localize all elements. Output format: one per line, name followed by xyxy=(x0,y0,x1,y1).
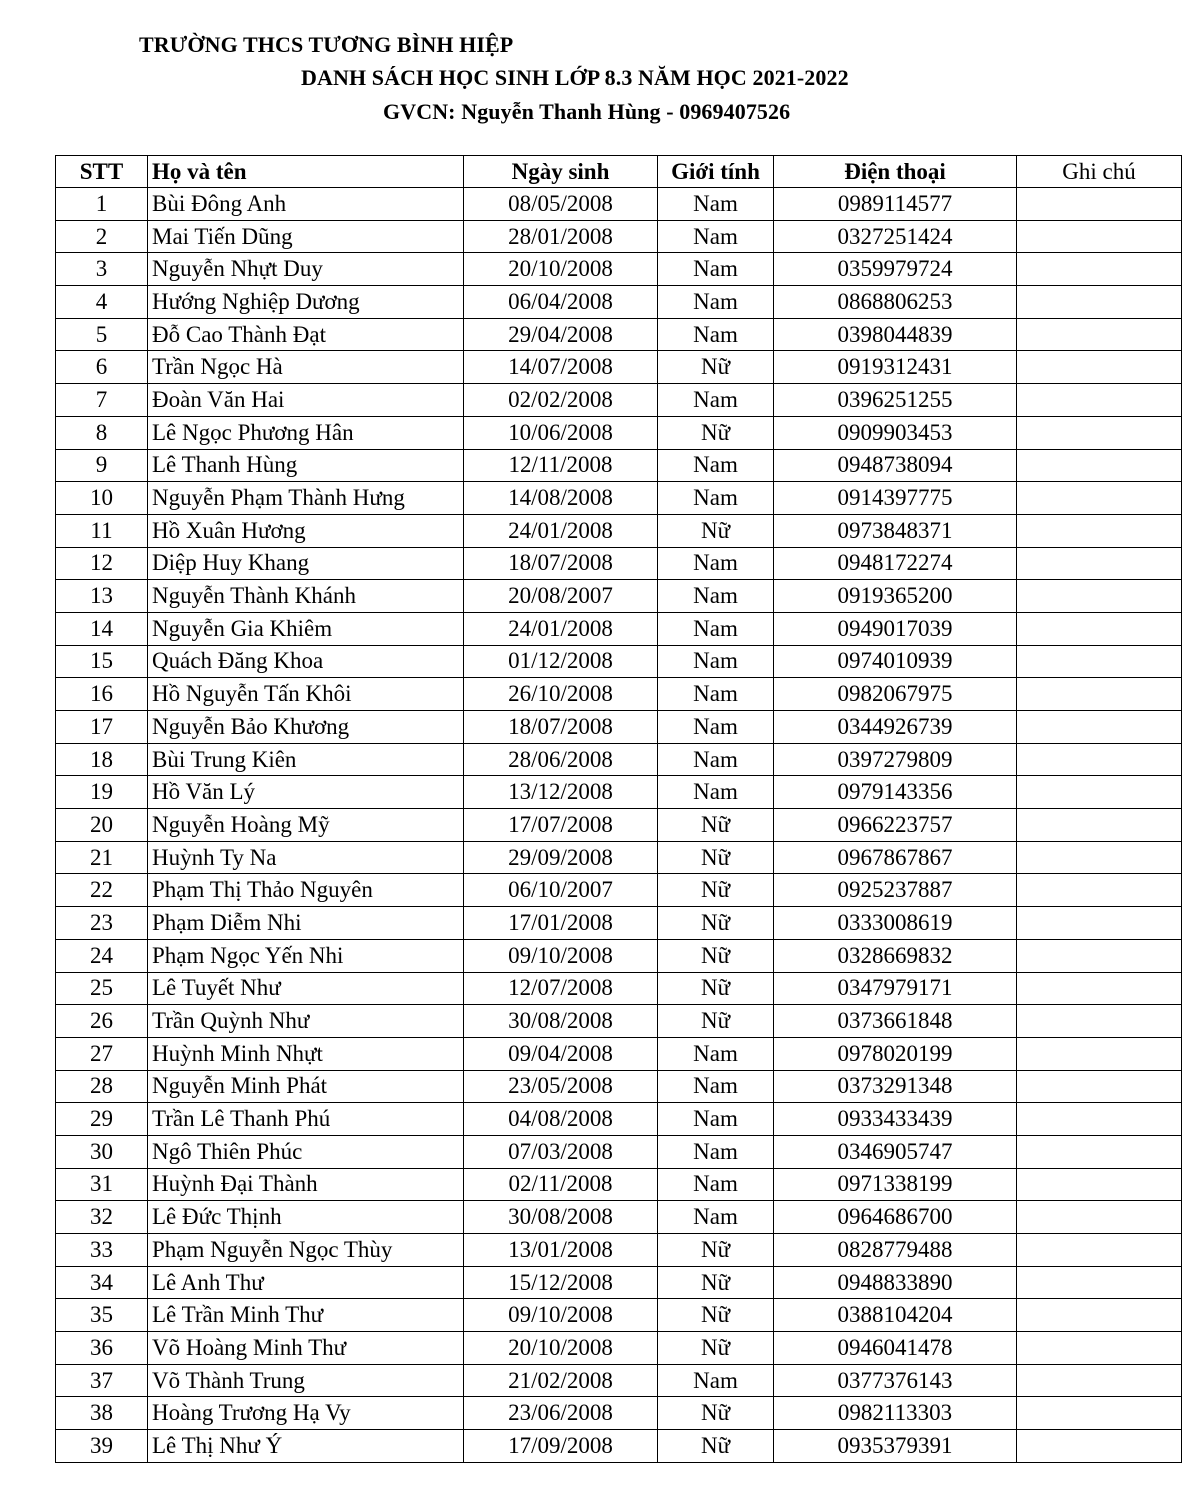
phone-number-cell: 0373291348 xyxy=(774,1070,1017,1103)
row-number-cell: 10 xyxy=(56,482,148,515)
table-row xyxy=(56,874,1182,907)
phone-number-cell: 0925237887 xyxy=(774,874,1017,907)
date-of-birth-cell: 29/04/2008 xyxy=(464,318,658,351)
note-cell xyxy=(1017,1135,1182,1168)
gender-cell: Nữ xyxy=(658,1299,774,1332)
row-number-cell: 5 xyxy=(56,318,148,351)
note-cell xyxy=(1017,907,1182,940)
student-name-cell: Đỗ Cao Thành Đạt xyxy=(148,318,464,351)
note-cell xyxy=(1017,612,1182,645)
table-row xyxy=(56,449,1182,482)
row-number-cell: 38 xyxy=(56,1397,148,1430)
gender-cell: Nam xyxy=(658,253,774,286)
gender-cell: Nam xyxy=(658,1168,774,1201)
phone-number-cell: 0973848371 xyxy=(774,514,1017,547)
student-name-cell: Lê Trần Minh Thư xyxy=(148,1299,464,1332)
row-number-cell: 28 xyxy=(56,1070,148,1103)
student-name-cell: Bùi Đông Anh xyxy=(148,188,464,221)
table-row xyxy=(56,645,1182,678)
date-of-birth-cell: 24/01/2008 xyxy=(464,612,658,645)
phone-number-cell: 0388104204 xyxy=(774,1299,1017,1332)
school-name: TRƯỜNG THCS TƯƠNG BÌNH HIỆP xyxy=(139,32,514,57)
gender-cell: Nam xyxy=(658,1201,774,1234)
table-row xyxy=(56,514,1182,547)
phone-number-cell: 0909903453 xyxy=(774,416,1017,449)
date-of-birth-cell: 28/06/2008 xyxy=(464,743,658,776)
student-name-cell: Nguyễn Minh Phát xyxy=(148,1070,464,1103)
phone-number-cell: 0948172274 xyxy=(774,547,1017,580)
student-name-cell: Nguyễn Phạm Thành Hưng xyxy=(148,482,464,515)
phone-number-cell: 0982113303 xyxy=(774,1397,1017,1430)
row-number-cell: 11 xyxy=(56,514,148,547)
table-row xyxy=(56,547,1182,580)
row-number-cell: 13 xyxy=(56,580,148,613)
row-number-cell: 17 xyxy=(56,711,148,744)
table-row xyxy=(56,841,1182,874)
row-number-cell: 2 xyxy=(56,220,148,253)
table-row xyxy=(56,1168,1182,1201)
row-number-cell: 21 xyxy=(56,841,148,874)
phone-number-cell: 0919312431 xyxy=(774,351,1017,384)
table-row xyxy=(56,612,1182,645)
gender-cell: Nam xyxy=(658,449,774,482)
gender-cell: Nam xyxy=(658,711,774,744)
phone-number-cell: 0982067975 xyxy=(774,678,1017,711)
table-row xyxy=(56,1397,1182,1430)
table-row xyxy=(56,743,1182,776)
date-of-birth-cell: 13/12/2008 xyxy=(464,776,658,809)
date-of-birth-cell: 24/01/2008 xyxy=(464,514,658,547)
table-row xyxy=(56,1103,1182,1136)
student-name-cell: Lê Đức Thịnh xyxy=(148,1201,464,1234)
student-name-cell: Huỳnh Minh Nhựt xyxy=(148,1037,464,1070)
table-row xyxy=(56,907,1182,940)
note-cell xyxy=(1017,286,1182,319)
table-row xyxy=(56,1005,1182,1038)
gender-cell: Nữ xyxy=(658,1332,774,1365)
date-of-birth-cell: 10/06/2008 xyxy=(464,416,658,449)
note-cell xyxy=(1017,711,1182,744)
note-cell xyxy=(1017,1070,1182,1103)
row-number-cell: 31 xyxy=(56,1168,148,1201)
gender-cell: Nữ xyxy=(658,351,774,384)
student-name-cell: Diệp Huy Khang xyxy=(148,547,464,580)
gender-cell: Nữ xyxy=(658,1430,774,1463)
row-number-cell: 36 xyxy=(56,1332,148,1365)
gender-cell: Nam xyxy=(658,743,774,776)
gender-cell: Nữ xyxy=(658,972,774,1005)
date-of-birth-cell: 13/01/2008 xyxy=(464,1234,658,1267)
note-cell xyxy=(1017,1266,1182,1299)
student-name-cell: Ngô Thiên Phúc xyxy=(148,1135,464,1168)
date-of-birth-cell: 26/10/2008 xyxy=(464,678,658,711)
date-of-birth-cell: 18/07/2008 xyxy=(464,547,658,580)
table-row xyxy=(56,580,1182,613)
student-name-cell: Phạm Diễm Nhi xyxy=(148,907,464,940)
phone-number-cell: 0346905747 xyxy=(774,1135,1017,1168)
table-row xyxy=(56,318,1182,351)
gender-cell: Nam xyxy=(658,580,774,613)
table-row xyxy=(56,678,1182,711)
table-row xyxy=(56,1299,1182,1332)
homeroom-teacher: GVCN: Nguyễn Thanh Hùng - 0969407526 xyxy=(383,99,791,124)
student-name-cell: Phạm Thị Thảo Nguyên xyxy=(148,874,464,907)
gender-cell: Nữ xyxy=(658,1005,774,1038)
note-cell xyxy=(1017,776,1182,809)
gender-cell: Nữ xyxy=(658,939,774,972)
row-number-cell: 27 xyxy=(56,1037,148,1070)
table-row xyxy=(56,1266,1182,1299)
note-cell xyxy=(1017,318,1182,351)
date-of-birth-cell: 23/05/2008 xyxy=(464,1070,658,1103)
table-row xyxy=(56,384,1182,417)
student-rows xyxy=(56,188,1182,1463)
student-name-cell: Nguyễn Thành Khánh xyxy=(148,580,464,613)
date-of-birth-cell: 07/03/2008 xyxy=(464,1135,658,1168)
table-row xyxy=(56,776,1182,809)
column-header-name: Họ và tên xyxy=(148,156,464,188)
gender-cell: Nam xyxy=(658,220,774,253)
student-name-cell: Huỳnh Đại Thành xyxy=(148,1168,464,1201)
date-of-birth-cell: 15/12/2008 xyxy=(464,1266,658,1299)
gender-cell: Nữ xyxy=(658,1266,774,1299)
table-row xyxy=(56,939,1182,972)
note-cell xyxy=(1017,972,1182,1005)
note-cell xyxy=(1017,514,1182,547)
note-cell xyxy=(1017,220,1182,253)
gender-cell: Nữ xyxy=(658,1234,774,1267)
row-number-cell: 32 xyxy=(56,1201,148,1234)
row-number-cell: 4 xyxy=(56,286,148,319)
table-row xyxy=(56,220,1182,253)
row-number-cell: 1 xyxy=(56,188,148,221)
phone-number-cell: 0933433439 xyxy=(774,1103,1017,1136)
gender-cell: Nữ xyxy=(658,1397,774,1430)
table-row xyxy=(56,253,1182,286)
phone-number-cell: 0359979724 xyxy=(774,253,1017,286)
gender-cell: Nam xyxy=(658,286,774,319)
gender-cell: Nam xyxy=(658,547,774,580)
gender-cell: Nam xyxy=(658,1037,774,1070)
gender-cell: Nữ xyxy=(658,514,774,547)
date-of-birth-cell: 09/10/2008 xyxy=(464,1299,658,1332)
row-number-cell: 24 xyxy=(56,939,148,972)
date-of-birth-cell: 06/10/2007 xyxy=(464,874,658,907)
student-name-cell: Phạm Ngọc Yến Nhi xyxy=(148,939,464,972)
gender-cell: Nam xyxy=(658,1364,774,1397)
date-of-birth-cell: 02/02/2008 xyxy=(464,384,658,417)
student-name-cell: Quách Đăng Khoa xyxy=(148,645,464,678)
note-cell xyxy=(1017,1168,1182,1201)
phone-number-cell: 0948833890 xyxy=(774,1266,1017,1299)
gender-cell: Nam xyxy=(658,678,774,711)
note-cell xyxy=(1017,580,1182,613)
note-cell xyxy=(1017,1103,1182,1136)
row-number-cell: 9 xyxy=(56,449,148,482)
student-name-cell: Hướng Nghiệp Dương xyxy=(148,286,464,319)
gender-cell: Nam xyxy=(658,482,774,515)
student-name-cell: Hoàng Trương Hạ Vy xyxy=(148,1397,464,1430)
phone-number-cell: 0333008619 xyxy=(774,907,1017,940)
student-name-cell: Võ Hoàng Minh Thư xyxy=(148,1332,464,1365)
gender-cell: Nam xyxy=(658,1103,774,1136)
gender-cell: Nam xyxy=(658,645,774,678)
student-name-cell: Hồ Nguyễn Tấn Khôi xyxy=(148,678,464,711)
note-cell xyxy=(1017,1201,1182,1234)
student-name-cell: Nguyễn Nhựt Duy xyxy=(148,253,464,286)
phone-number-cell: 0327251424 xyxy=(774,220,1017,253)
note-cell xyxy=(1017,416,1182,449)
date-of-birth-cell: 06/04/2008 xyxy=(464,286,658,319)
note-cell xyxy=(1017,1005,1182,1038)
date-of-birth-cell: 17/07/2008 xyxy=(464,809,658,842)
phone-number-cell: 0935379391 xyxy=(774,1430,1017,1463)
table-row xyxy=(56,809,1182,842)
row-number-cell: 23 xyxy=(56,907,148,940)
student-name-cell: Mai Tiến Dũng xyxy=(148,220,464,253)
row-number-cell: 20 xyxy=(56,809,148,842)
date-of-birth-cell: 02/11/2008 xyxy=(464,1168,658,1201)
phone-number-cell: 0397279809 xyxy=(774,743,1017,776)
note-cell xyxy=(1017,841,1182,874)
note-cell xyxy=(1017,645,1182,678)
note-cell xyxy=(1017,482,1182,515)
table-row xyxy=(56,482,1182,515)
student-name-cell: Võ Thành Trung xyxy=(148,1364,464,1397)
date-of-birth-cell: 28/01/2008 xyxy=(464,220,658,253)
note-cell xyxy=(1017,253,1182,286)
list-title: DANH SÁCH HỌC SINH LỚP 8.3 NĂM HỌC 2021-2022 xyxy=(301,65,849,90)
gender-cell: Nam xyxy=(658,188,774,221)
gender-cell: Nữ xyxy=(658,907,774,940)
student-name-cell: Huỳnh Ty Na xyxy=(148,841,464,874)
phone-number-cell: 0868806253 xyxy=(774,286,1017,319)
table-row xyxy=(56,188,1182,221)
student-name-cell: Nguyễn Gia Khiêm xyxy=(148,612,464,645)
phone-number-cell: 0978020199 xyxy=(774,1037,1017,1070)
phone-number-cell: 0966223757 xyxy=(774,809,1017,842)
date-of-birth-cell: 17/09/2008 xyxy=(464,1430,658,1463)
table-row xyxy=(56,1201,1182,1234)
phone-number-cell: 0347979171 xyxy=(774,972,1017,1005)
row-number-cell: 25 xyxy=(56,972,148,1005)
date-of-birth-cell: 30/08/2008 xyxy=(464,1201,658,1234)
date-of-birth-cell: 09/04/2008 xyxy=(464,1037,658,1070)
student-name-cell: Bùi Trung Kiên xyxy=(148,743,464,776)
phone-number-cell: 0964686700 xyxy=(774,1201,1017,1234)
table-row xyxy=(56,1234,1182,1267)
date-of-birth-cell: 23/06/2008 xyxy=(464,1397,658,1430)
row-number-cell: 26 xyxy=(56,1005,148,1038)
note-cell xyxy=(1017,384,1182,417)
student-name-cell: Lê Thanh Hùng xyxy=(148,449,464,482)
phone-number-cell: 0919365200 xyxy=(774,580,1017,613)
phone-number-cell: 0949017039 xyxy=(774,612,1017,645)
row-number-cell: 29 xyxy=(56,1103,148,1136)
column-header-gender: Giới tính xyxy=(658,156,774,188)
table-row xyxy=(56,1070,1182,1103)
student-name-cell: Lê Thị Như Ý xyxy=(148,1430,464,1463)
phone-number-cell: 0828779488 xyxy=(774,1234,1017,1267)
phone-number-cell: 0373661848 xyxy=(774,1005,1017,1038)
date-of-birth-cell: 20/08/2007 xyxy=(464,580,658,613)
student-name-cell: Trần Ngọc Hà xyxy=(148,351,464,384)
phone-number-cell: 0967867867 xyxy=(774,841,1017,874)
date-of-birth-cell: 30/08/2008 xyxy=(464,1005,658,1038)
note-cell xyxy=(1017,351,1182,384)
note-cell xyxy=(1017,1364,1182,1397)
row-number-cell: 35 xyxy=(56,1299,148,1332)
phone-number-cell: 0971338199 xyxy=(774,1168,1017,1201)
note-cell xyxy=(1017,809,1182,842)
column-header-stt: STT xyxy=(56,156,148,188)
table-row xyxy=(56,351,1182,384)
table-row xyxy=(56,1364,1182,1397)
note-cell xyxy=(1017,1037,1182,1070)
row-number-cell: 33 xyxy=(56,1234,148,1267)
column-header-dob: Ngày sinh xyxy=(464,156,658,188)
phone-number-cell: 0914397775 xyxy=(774,482,1017,515)
row-number-cell: 18 xyxy=(56,743,148,776)
table-row xyxy=(56,972,1182,1005)
column-header-phone: Điện thoại xyxy=(774,156,1017,188)
row-number-cell: 22 xyxy=(56,874,148,907)
date-of-birth-cell: 01/12/2008 xyxy=(464,645,658,678)
row-number-cell: 19 xyxy=(56,776,148,809)
gender-cell: Nam xyxy=(658,1135,774,1168)
student-name-cell: Lê Tuyết Như xyxy=(148,972,464,1005)
gender-cell: Nam xyxy=(658,384,774,417)
gender-cell: Nam xyxy=(658,318,774,351)
phone-number-cell: 0989114577 xyxy=(774,188,1017,221)
student-name-cell: Lê Ngọc Phương Hân xyxy=(148,416,464,449)
note-cell xyxy=(1017,449,1182,482)
note-cell xyxy=(1017,678,1182,711)
gender-cell: Nữ xyxy=(658,841,774,874)
gender-cell: Nam xyxy=(658,612,774,645)
row-number-cell: 15 xyxy=(56,645,148,678)
student-table xyxy=(55,155,1182,1463)
row-number-cell: 16 xyxy=(56,678,148,711)
date-of-birth-cell: 09/10/2008 xyxy=(464,939,658,972)
gender-cell: Nữ xyxy=(658,809,774,842)
student-name-cell: Trần Quỳnh Như xyxy=(148,1005,464,1038)
phone-number-cell: 0946041478 xyxy=(774,1332,1017,1365)
gender-cell: Nữ xyxy=(658,874,774,907)
date-of-birth-cell: 08/05/2008 xyxy=(464,188,658,221)
column-header-note: Ghi chú xyxy=(1017,156,1182,188)
date-of-birth-cell: 14/08/2008 xyxy=(464,482,658,515)
date-of-birth-cell: 12/07/2008 xyxy=(464,972,658,1005)
student-name-cell: Nguyễn Bảo Khương xyxy=(148,711,464,744)
student-name-cell: Hồ Xuân Hương xyxy=(148,514,464,547)
date-of-birth-cell: 18/07/2008 xyxy=(464,711,658,744)
date-of-birth-cell: 20/10/2008 xyxy=(464,253,658,286)
phone-number-cell: 0344926739 xyxy=(774,711,1017,744)
row-number-cell: 39 xyxy=(56,1430,148,1463)
student-name-cell: Trần Lê Thanh Phú xyxy=(148,1103,464,1136)
date-of-birth-cell: 04/08/2008 xyxy=(464,1103,658,1136)
student-name-cell: Hồ Văn Lý xyxy=(148,776,464,809)
student-name-cell: Đoàn Văn Hai xyxy=(148,384,464,417)
row-number-cell: 30 xyxy=(56,1135,148,1168)
gender-cell: Nam xyxy=(658,1070,774,1103)
date-of-birth-cell: 12/11/2008 xyxy=(464,449,658,482)
note-cell xyxy=(1017,1234,1182,1267)
table-row xyxy=(56,1430,1182,1463)
note-cell xyxy=(1017,188,1182,221)
date-of-birth-cell: 29/09/2008 xyxy=(464,841,658,874)
date-of-birth-cell: 21/02/2008 xyxy=(464,1364,658,1397)
date-of-birth-cell: 14/07/2008 xyxy=(464,351,658,384)
student-name-cell: Nguyễn Hoàng Mỹ xyxy=(148,809,464,842)
row-number-cell: 34 xyxy=(56,1266,148,1299)
phone-number-cell: 0328669832 xyxy=(774,939,1017,972)
note-cell xyxy=(1017,1299,1182,1332)
student-name-cell: Phạm Nguyễn Ngọc Thùy xyxy=(148,1234,464,1267)
gender-cell: Nam xyxy=(658,776,774,809)
note-cell xyxy=(1017,1332,1182,1365)
row-number-cell: 6 xyxy=(56,351,148,384)
phone-number-cell: 0979143356 xyxy=(774,776,1017,809)
row-number-cell: 7 xyxy=(56,384,148,417)
note-cell xyxy=(1017,939,1182,972)
phone-number-cell: 0377376143 xyxy=(774,1364,1017,1397)
row-number-cell: 37 xyxy=(56,1364,148,1397)
row-number-cell: 14 xyxy=(56,612,148,645)
date-of-birth-cell: 17/01/2008 xyxy=(464,907,658,940)
date-of-birth-cell: 20/10/2008 xyxy=(464,1332,658,1365)
row-number-cell: 8 xyxy=(56,416,148,449)
note-cell xyxy=(1017,1430,1182,1463)
row-number-cell: 3 xyxy=(56,253,148,286)
table-row xyxy=(56,286,1182,319)
gender-cell: Nữ xyxy=(658,416,774,449)
table-row xyxy=(56,711,1182,744)
table-row xyxy=(56,416,1182,449)
phone-number-cell: 0396251255 xyxy=(774,384,1017,417)
phone-number-cell: 0948738094 xyxy=(774,449,1017,482)
table-row xyxy=(56,1332,1182,1365)
student-name-cell: Lê Anh Thư xyxy=(148,1266,464,1299)
note-cell xyxy=(1017,547,1182,580)
note-cell xyxy=(1017,874,1182,907)
phone-number-cell: 0974010939 xyxy=(774,645,1017,678)
table-row xyxy=(56,1135,1182,1168)
table-row xyxy=(56,1037,1182,1070)
table-header-row xyxy=(56,156,1182,188)
note-cell xyxy=(1017,743,1182,776)
note-cell xyxy=(1017,1397,1182,1430)
phone-number-cell: 0398044839 xyxy=(774,318,1017,351)
row-number-cell: 12 xyxy=(56,547,148,580)
